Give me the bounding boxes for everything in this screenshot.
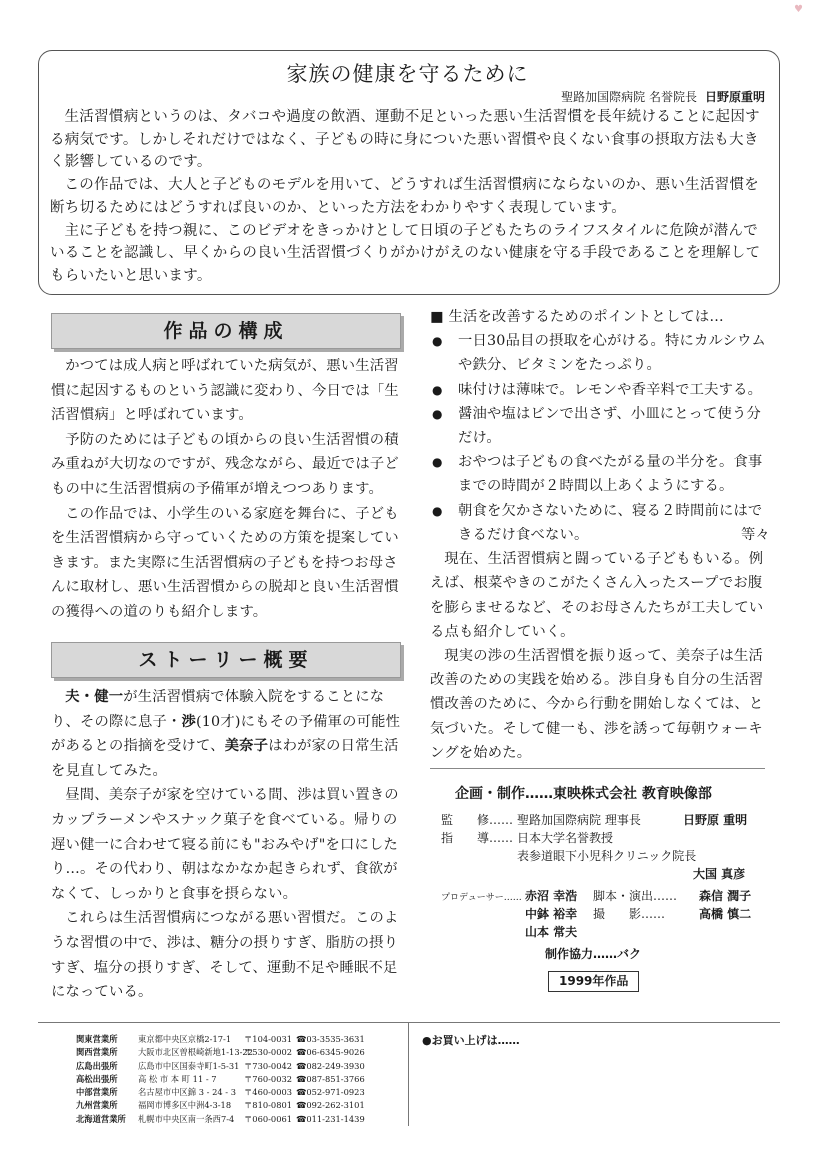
composition-paragraph: 予防のためには子どもの頃からの良い生活習慣の積み重ねが大切なのですが、残念ながら、最近では子どもの中に生活習慣病の予備軍が増えつつあります。 <box>51 431 399 497</box>
supervisor-name: 日野原 重明 <box>683 813 748 827</box>
camera-name: 高橋 慎二 <box>699 907 752 921</box>
story-paragraph: 夫・健一が生活習慣病で体験入院をすることになり、その際に息子・渉(10才)にもその予備軍の可能性があるとの指摘を受けて、美奈子はわが家の日常生活を見直してみた。 <box>51 689 401 779</box>
cooperation: 制作協力……バク <box>545 947 642 961</box>
office-row: 広島出張所 広島市中区国泰寺町1-5-31 〒730-0042 ☎082-249-3930 <box>76 1060 365 1071</box>
office-row: 関西営業所 大阪市北区曽根崎新地1-13-22〒530-0002 ☎06-6345-9026 <box>76 1047 365 1058</box>
office-row: 関東営業所 東京都中央区京橋2-17-1 〒104-0031 ☎03-3535-3631 <box>76 1034 365 1044</box>
supervisor-affiliation: 聖路加国際病院 理事長 <box>517 813 641 827</box>
camera-label: 撮 影…… <box>593 907 666 921</box>
office-row: 高松出張所 高 松 市 本 町 11 - 7 〒760-0032 ☎087-851-3766 <box>76 1073 365 1084</box>
supervisor-label: 監 修…… <box>441 813 514 827</box>
points-heading: ■ 生活を改善するためのポイントとしては… <box>430 309 724 325</box>
points-paragraph: 現実の渉の生活習慣を振り返って、美奈子は生活改善のための実践を始める。渉自身も自分の生活習慣改善のために、今から行動を開始しなくては、と気づいた。そして健一も、渉を誘って毎朝ウォーキングを始めた。 <box>430 648 764 761</box>
office-row: 中部営業所 名古屋市中区錦 3 - 24 - 3 〒460-0003 ☎052-971-0923 <box>76 1087 365 1098</box>
purchase-label: ●お買い上げは…… <box>422 1034 520 1047</box>
divider <box>430 768 765 769</box>
story-paragraph: これらは生活習慣病につながる悪い習慣だ。このような習慣の中で、渉は、糖分の摂りすぎ、脂肪の摂りすぎ、塩分の摂りすぎ、そして、運動不足や睡眠不足になっている。 <box>51 910 399 1001</box>
composition-text <box>51 354 403 625</box>
office-row: 北海道営業所 札幌市中央区南一条西7-4 〒060-0061 ☎011-231-1439 <box>76 1113 365 1124</box>
points-list <box>430 329 770 547</box>
composition-heading: 作品の構成 <box>51 313 401 349</box>
story-paragraph: 昼間、美奈子が家を空けている間、渉は買い置きのカップラーメンやスナック菓子を食べている。帰りの遅い健一に合わせて寝る前にも"おみやげ"を口にしたり…。その代わり、朝はなかなか起きられず、食欲がなくて、しっかりと食事を摂らない。 <box>51 787 399 902</box>
points-section <box>430 305 770 765</box>
office-list <box>76 1033 376 1126</box>
story-heading: ストーリー概要 <box>51 642 401 678</box>
author-name: 日野原重明 <box>704 90 765 104</box>
character-name: 夫・健一 <box>65 689 124 705</box>
list-item: ● 味付けは薄味で。レモンや香辛料で工夫する。 <box>430 378 770 402</box>
bottom-divider <box>38 1022 780 1023</box>
intro-paragraph: この作品では、大人と子どものモデルを用いて、どうすれば生活習慣病にならないのか、悪い生活習慣を断ち切るためにはどうすれば良いのか、といった方法をわかりやすく表現しています。 <box>50 177 760 216</box>
intro-paragraph: 主に子どもを持つ親に、このビデオをきっかけとして日頃の子どもたちのライフスタイルに危険が潜んでいることを認識し、早くからの良い生活習慣づくりがかけがえのない健康を守る手段であることを理解してもらいたいと思います。 <box>50 222 761 284</box>
office-row: 九州営業所 福岡市博多区中洲4-3-18 〒810-0801 ☎092-262-3101 <box>76 1100 365 1111</box>
story-text <box>51 685 403 1005</box>
points-body <box>430 547 770 765</box>
etc-label: 等々 <box>741 527 770 544</box>
script-name: 森信 潤子 <box>699 889 752 903</box>
intro-title: 家族の健康を守るために <box>286 62 529 86</box>
guidance-affiliation: 表参道眼下小児科クリニック院長 <box>517 849 697 863</box>
character-name: 美奈子 <box>224 738 269 755</box>
producer-name: 山本 常夫 <box>525 925 578 939</box>
guidance-label: 指 導…… <box>441 831 514 845</box>
character-name: 渉 <box>181 713 196 730</box>
list-item: ● 朝食を欠かさないために、寝る２時間前にはできるだけ食べない。 <box>430 499 770 547</box>
bottom-vertical-divider <box>408 1023 409 1126</box>
composition-paragraph: かつては成人病と呼ばれていた病気が、悪い生活習慣に起因するものという認識に変わり、今日では「生活習慣病」と呼ばれています。 <box>51 358 399 424</box>
guidance-name: 大国 真彦 <box>693 867 746 881</box>
intro-text <box>50 106 770 288</box>
list-item: ● おやつは子どもの食べたがる量の半分を。食事までの時間が２時間以上あくようにする。 <box>430 450 770 498</box>
intro-author <box>561 88 765 105</box>
list-item: ● 醤油や塩はビンで出さず、小皿にとって使う分だけ。 <box>430 402 770 450</box>
author-affiliation: 聖路加国際病院 名誉院長 <box>561 90 697 104</box>
year-badge: 1999年作品 <box>548 971 639 992</box>
guidance-affiliation: 日本大学名誉教授 <box>517 831 614 845</box>
intro-paragraph: 生活習慣病というのは、タバコや過度の飲酒、運動不足といった悪い生活習慣を長年続けることに起因する病気です。しかしそれだけではなく、子どもの時に身についた悪い習慣や良くない食事の摂取方法も大きく影響しているのです。 <box>50 109 760 171</box>
list-item: ● 一日30品目の摂取を心がける。特にカルシウムや鉄分、ビタミンをたっぷり。 <box>430 329 770 377</box>
credit-produce: 企画・制作……東映株式会社 教育映像部 <box>455 786 712 802</box>
composition-paragraph: この作品では、小学生のいる家庭を舞台に、子どもを生活習慣病から守っていくための方策を提案していきます。また実際に生活習慣病の子どもを持つお母さんに取材し、悪い生活習慣からの脱却と良い生活習慣の獲得への道のりも紹介します。 <box>51 505 399 620</box>
producer-name: 赤沼 幸浩 <box>525 889 578 903</box>
producer-label: プロデューサー…… <box>441 893 522 903</box>
points-paragraph: 現在、生活習慣病と闘っている子どももいる。例えば、根菜やきのこがたくさん入ったスープでお腹を膨らませるなど、そのお母さんたちが工夫している点も紹介していく。 <box>430 551 764 640</box>
producer-name: 中鉢 裕幸 <box>525 907 578 921</box>
script-label: 脚本・演出…… <box>593 889 678 903</box>
corner-mark: ♥ <box>794 4 803 15</box>
